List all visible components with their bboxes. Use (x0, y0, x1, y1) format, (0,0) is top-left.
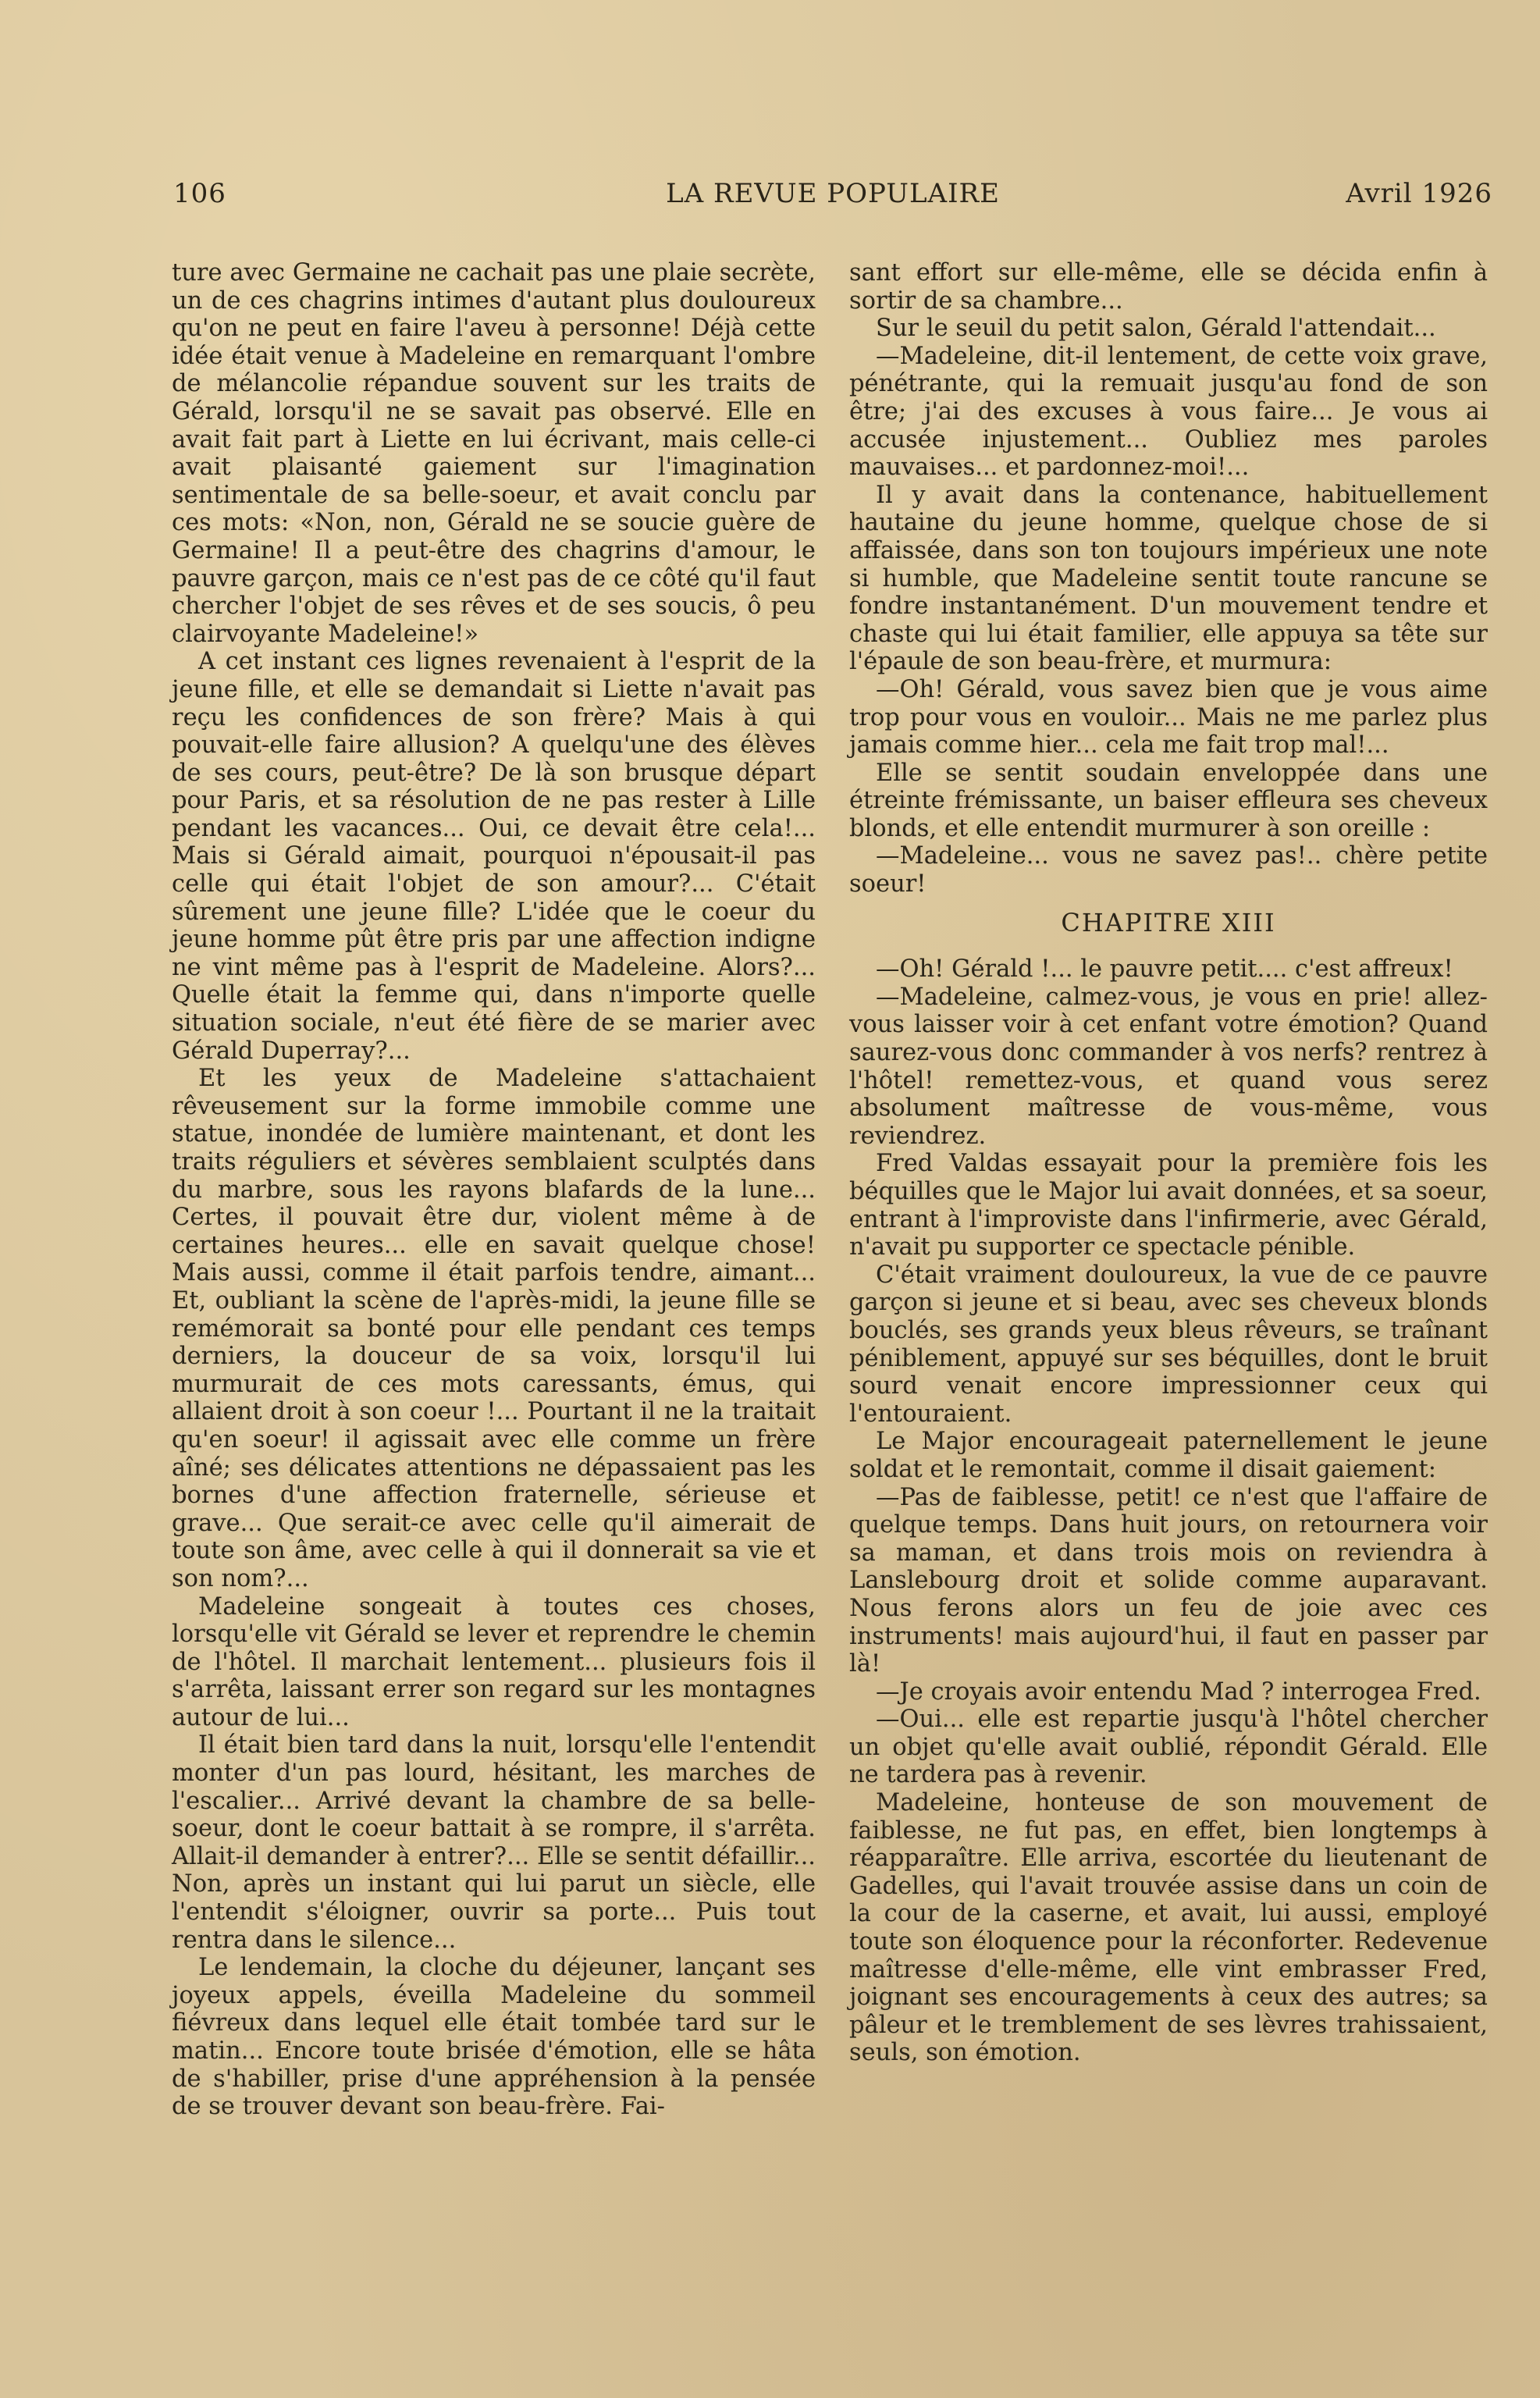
right-column (849, 259, 1488, 2067)
dialogue-paragraph: —Madeleine... vous ne savez pas!.. chère petite soeur! (849, 842, 1488, 898)
paragraph: A cet instant ces lignes revenaient à l'esprit de la jeune fille, et elle se demandait si Liette n'avait pas reçu les confidences de son frère? Mais à qui pouvait-elle faire allusion? A quelqu'une des élèves de ses cours, peut-être? De là son brusque départ pour Paris, et sa résolution de ne pas rester à Lille pendant les vacances... Oui, ce devait être cela!... Mais si Gérald aimait, pourquoi n'épousait-il pas celle qui était l'objet de son amour?... C'était sûrement une jeune fille? L'idée que le coeur du jeune homme pût être pris par une affection indigne ne vint même pas à l'esprit de Madeleine. Alors?... Quelle était la femme qui, dans n'importe quelle situation sociale, n'eut été fière de se marier avec Gérald Duperray?... (172, 648, 816, 1065)
page-number: 106 (173, 178, 226, 209)
paragraph: ture avec Germaine ne cachait pas une plaie secrète, un de ces chagrins intimes d'autant plus douloureux qu'on ne peut en faire l'aveu à personne! Déjà cette idée était venue à Madeleine en remarquant l'ombre de mélancolie répandue souvent sur les traits de Gérald, lorsqu'il ne se savait pas observé. Elle en avait fait part à Liette en lui écrivant, mais celle-ci avait plaisanté gaiement sur l'imagination sentimentale de sa belle-soeur, et avait conclu par ces mots: «Non, non, Gérald ne se soucie guère de Germaine! Il a peut-être des chagrins d'amour, le pauvre garçon, mais ce n'est pas de ce côté qu'il faut chercher l'objet de ses rêves et de ses soucis, ô peu clairvoyante Madeleine!» (172, 259, 816, 648)
dialogue-paragraph: —Oh! Gérald !... le pauvre petit.... c'est affreux! (876, 955, 1453, 984)
paragraph: Madeleine songeait à toutes ces choses, lorsqu'elle vit Gérald se lever et reprendre le chemin de l'hôtel. Il marchait lentement... plusieurs fois il s'arrêta, laissant errer son regard sur les montagnes autour de lui... (172, 1592, 816, 1731)
paragraph: C'était vraiment douloureux, la vue de ce pauvre garçon si jeune et si beau, avec ses cheveux blonds bouclés, ses grands yeux bleus rêveurs, se traînant péniblement, appuyé sur ses béquilles, dont le bruit sourd venait encore impressionner ceux qui l'entouraient. (849, 1261, 1488, 1428)
issue-date: Avril 1926 (1346, 178, 1492, 209)
left-column (172, 259, 816, 2121)
paragraph: Le Major encourageait paternellement le jeune soldat et le remontait, comme il disait gaiement: (849, 1428, 1488, 1483)
paragraph: Il était bien tard dans la nuit, lorsqu'elle l'entendit monter d'un pas lourd, hésitant, les marches de l'escalier... Arrivé devant la chambre de sa belle-soeur, dont le coeur battait à se rompre, il s'arrêta. Allait-il demander à entrer?... Elle se sentit défaillir... Non, après un instant qui lui parut un siècle, elle l'entendit s'éloigner, ouvrir sa porte... Puis tout rentra dans le silence... (172, 1731, 816, 1954)
dialogue-paragraph: —Madeleine, dit-il lentement, de cette voix grave, pénétrante, qui la remuait jusqu'au fond de son être; j'ai des excuses à vous faire... Je vous ai accusée injustement... Oubliez mes paroles mauvaises... et pardonnez-moi!... (849, 342, 1488, 482)
dialogue-paragraph: —Je croyais avoir entendu Mad ? interrogea Fred. (876, 1678, 1481, 1706)
dialogue-paragraph: —Pas de faiblesse, petit! ce n'est que l'affaire de quelque temps. Dans huit jours, on retournera voir sa maman, et dans trois mois on reviendra à Lanslebourg droit et solide comme auparavant. Nous ferons alors un feu de joie avec ces instruments! mais aujourd'hui, il faut en passer par là! (849, 1483, 1488, 1678)
paragraph: Elle se sentit soudain enveloppée dans une étreinte frémissante, un baiser effleura ses cheveux blonds, et elle entendit murmurer à son oreille : (849, 759, 1488, 842)
paragraph: sant effort sur elle-même, elle se décida enfin à sortir de sa chambre... (849, 259, 1488, 315)
paragraph: Le lendemain, la cloche du déjeuner, lançant ses joyeux appels, éveilla Madeleine du sommeil fiévreux dans lequel elle était tombée tard sur le matin... Encore toute brisée d'émotion, elle se hâta de s'habiller, prise d'une appréhension à la pensée de se trouver devant son beau-frère. Fai- (172, 1954, 816, 2121)
paragraph: Fred Valdas essayait pour la première fois les béquilles que le Major lui avait données, et sa soeur, entrant à l'improviste dans l'infirmerie, avec Gérald, n'avait pu supporter ce spectacle pénible. (849, 1150, 1488, 1261)
paragraph: Il y avait dans la contenance, habituellement hautaine du jeune homme, quelque chose de si affaissée, dans son ton toujours impérieux une note si humble, que Madeleine sentit toute rancune se fondre instantanément. D'un mouvement tendre et chaste qui lui était familier, elle appuya sa tête sur l'épaule de son beau-frère, et murmura: (849, 481, 1488, 676)
dialogue-paragraph: —Oh! Gérald, vous savez bien que je vous aime trop pour vous en vouloir... Mais ne me parlez plus jamais comme hier... cela me fait trop mal!... (849, 675, 1488, 760)
journal-title: LA REVUE POPULAIRE (666, 178, 1000, 209)
paragraph: Sur le seuil du petit salon, Gérald l'attendait... (876, 315, 1436, 343)
paragraph: Madeleine, honteuse de son mouvement de faiblesse, ne fut pas, en effet, bien longtemps à réapparaître. Elle arriva, escortée du lieutenant de Gadelles, qui l'avait trouvée assise dans un coin de la cour de la caserne, et avait, lui aussi, employé toute son éloquence pour la réconforter. Redevenue maîtresse d'elle-même, elle vint embrasser Fred, joignant ses encouragements à ceux des autres; sa pâleur et le tremblement de ses lèvres trahissaient, seuls, son émotion. (849, 1789, 1488, 2067)
dialogue-paragraph: —Oui... elle est repartie jusqu'à l'hôtel chercher un objet qu'elle avait oublié, répondit Gérald. Elle ne tardera pas à revenir. (849, 1706, 1488, 1789)
chapter-heading: CHAPITRE XIII (1061, 907, 1276, 937)
page-header (173, 178, 1492, 214)
dialogue-paragraph: —Madeleine, calmez-vous, je vous en prie! allez-vous laisser voir à cet enfant votre émotion? Quand saurez-vous donc commander à vos nerfs? rentrez à l'hôtel! remettez-vous, et quand vous serez absolument maîtresse de vous-même, vous reviendrez. (849, 983, 1488, 1150)
paragraph: Et les yeux de Madeleine s'attachaient rêveusement sur la forme immobile comme une statue, inondée de lumière maintenant, et dont les traits réguliers et sévères semblaient sculptés dans du marbre, sous les rayons blafards de la lune... Certes, il pouvait être dur, violent même à de certaines heures... elle en savait quelque chose! Mais aussi, comme il était parfois tendre, aimant... Et, oubliant la scène de l'après-midi, la jeune fille se remémorait sa bonté pour elle pendant ces temps derniers, la douceur de sa voix, lorsqu'il lui murmurait de ces mots caressants, émus, qui allaient droit à son coeur !... Pourtant il ne la traitait qu'en soeur! il agissait avec elle comme un frère aîné; ses délicates attentions ne dépassaient pas les bornes d'une affection fraternelle, sérieuse et grave... Que serait-ce avec celle qu'il aimerait de toute son âme, avec celle à qui il donnerait sa vie et son nom?... (172, 1065, 816, 1592)
